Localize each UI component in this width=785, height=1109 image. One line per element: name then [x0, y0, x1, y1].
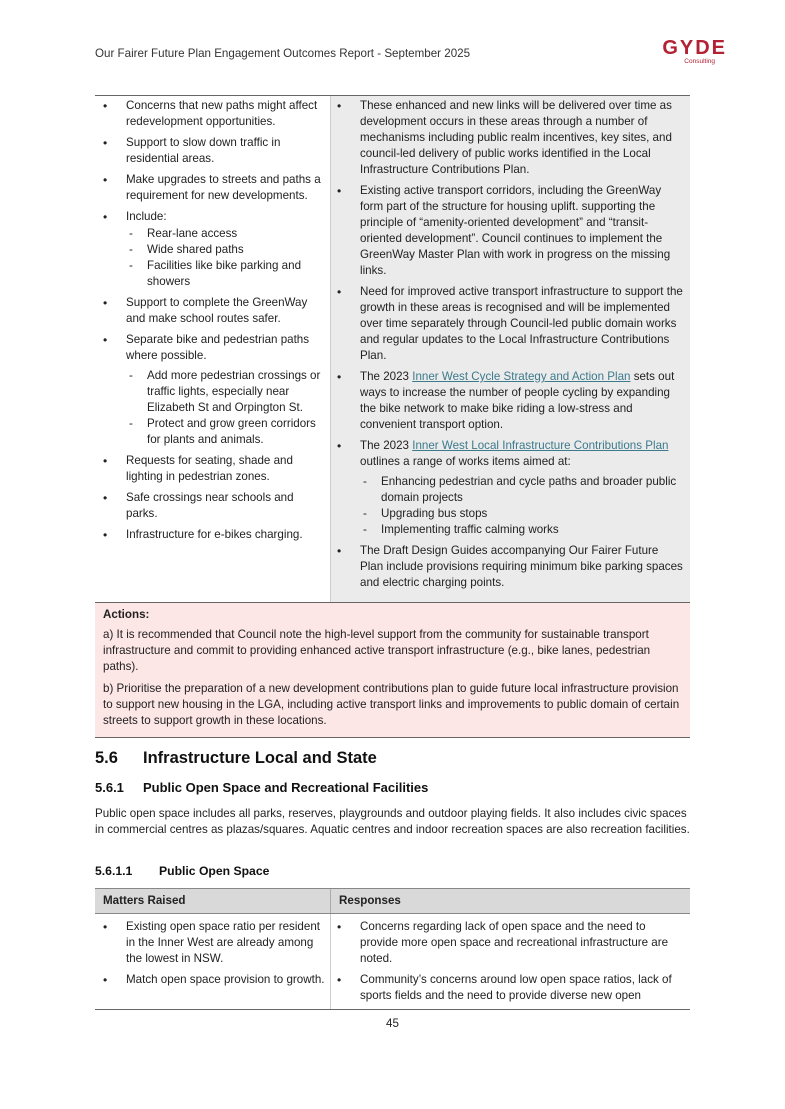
logo-subtitle: Consulting	[684, 58, 715, 65]
section-heading	[95, 750, 377, 766]
responses-column	[330, 914, 690, 1009]
table-header	[95, 888, 690, 914]
actions-box	[95, 602, 690, 738]
sub-item: - Upgrading bus stops	[360, 506, 684, 522]
sub-item: - Implementing traffic calming works	[360, 522, 684, 538]
list-item: • Need for improved active transport infrastructure to support the growth in these areas is recognised and will be implemented over time separately through Council-led public domain works and regular updates to the Local Infrastructure Contributions Plan.	[337, 284, 684, 364]
subsection-title: Public Open Space and Recreational Facilities	[143, 780, 429, 795]
section-title: Infrastructure Local and State	[143, 749, 377, 767]
list-item: • Existing open space ratio per resident in the Inner West are already among the lowest in NSW.	[103, 919, 326, 967]
action-b: b) Prioritise the preparation of a new development contributions plan to guide future local infrastructure provision to support new housing in the LGA, including active transport links and improvements to public domain of certain streets to support growth in these locations.	[103, 682, 680, 727]
sub-item: - Protect and grow green corridors for plants and animals.	[126, 416, 326, 448]
page-number: 45	[386, 1017, 399, 1030]
subsubsection-number: 5.6.1.1	[95, 864, 133, 878]
list-item: • Match open space provision to growth.	[103, 972, 326, 988]
sub-item: - Wide shared paths	[126, 242, 326, 258]
running-header: Our Fairer Future Plan Engagement Outcomes Report - September 2025	[95, 47, 471, 60]
subsection-heading	[95, 780, 428, 796]
include-label: Include:	[126, 210, 167, 223]
list-item: • Support to complete the GreenWay and make school routes safer.	[103, 295, 326, 327]
contributions-plan-link[interactable]: Inner West Local Infrastructure Contributions Plan	[412, 439, 669, 452]
gyde-logo	[637, 38, 727, 66]
list-item: • Existing active transport corridors, including the GreenWay form part of the structure for housing uplift. supporting the principle of “amenity-oriented development” and “transit-oriented development”. Council continues to implement the GreenWay Master Plan with work in progress on the missing links.	[337, 183, 684, 279]
responses-column	[330, 96, 690, 602]
sub-item: - Rear-lane access	[126, 226, 326, 242]
sub-item: - Facilities like bike parking and showers	[126, 258, 326, 290]
list-item: • Support to slow down traffic in residential areas.	[103, 135, 326, 167]
cycle-post: sets out ways to increase the number of people cycling by expanding the bike network to make bike riding a low-stress and convenient transport option.	[360, 370, 675, 431]
list-item: • Community’s concerns around low open space ratios, lack of sports fields and the need to provide diverse new open	[337, 972, 684, 1004]
subsection-number: 5.6.1	[95, 780, 124, 795]
list-item: • Make upgrades to streets and paths a requirement for new developments.	[103, 172, 326, 204]
list-item: • Requests for seating, shade and lighting in pedestrian zones.	[103, 453, 326, 485]
list-item	[103, 209, 326, 290]
section-number: 5.6	[95, 749, 118, 767]
separate-paths-text: Separate bike and pedestrian paths where possible.	[126, 333, 310, 362]
sub-item: - Add more pedestrian crossings or traffic lights, especially near Elizabeth St and Orpington St.	[126, 368, 326, 416]
list-item: • Concerns that new paths might affect redevelopment opportunities.	[103, 98, 326, 130]
subsubsection-heading	[95, 863, 269, 879]
active-transport-table	[95, 95, 690, 738]
matters-raised-column	[95, 914, 330, 1009]
sub-item: - Enhancing pedestrian and cycle paths and broader public domain projects	[360, 474, 684, 506]
list-item: • Concerns regarding lack of open space and the need to provide more open space and recreational infrastructure are noted.	[337, 919, 684, 967]
open-space-table	[95, 888, 690, 1010]
actions-title: Actions:	[103, 608, 150, 621]
open-space-paragraph: Public open space includes all parks, reserves, playgrounds and outdoor playing fields. It also includes civic spaces in commercial centres as plazas/squares. Aquatic centres and indoor recreation spaces are also recreation facilities.	[95, 807, 690, 836]
list-item: • Infrastructure for e-bikes charging.	[103, 527, 326, 543]
logo-wordmark: GYDE	[662, 37, 727, 59]
subsubsection-title: Public Open Space	[159, 864, 270, 878]
header-responses: Responses	[330, 889, 690, 913]
list-item: • Safe crossings near schools and parks.	[103, 490, 326, 522]
action-a: a) It is recommended that Council note the high-level support from the community for sustainable transport infrastructure and commit to providing enhanced active transport infrastructure (e.g., bike lanes, pedestrian paths).	[103, 628, 651, 673]
matters-raised-column	[95, 96, 330, 602]
list-item	[337, 438, 684, 538]
list-item	[103, 332, 326, 448]
header-matters-raised: Matters Raised	[103, 894, 186, 907]
lic-pre: The 2023	[360, 439, 413, 452]
cycle-strategy-link[interactable]: Inner West Cycle Strategy and Action Plan	[412, 370, 631, 383]
list-item: • These enhanced and new links will be delivered over time as development occurs in these areas through a number of mechanisms including public realm incentives, key sites, and council-led delivery of public works identified in the Local Infrastructure Contributions Plan.	[337, 98, 684, 178]
cycle-pre: The 2023	[360, 370, 413, 383]
list-item: • The Draft Design Guides accompanying Our Fairer Future Plan include provisions requiring minimum bike parking spaces and electric charging points.	[337, 543, 684, 591]
lic-post: outlines a range of works items aimed at:	[360, 455, 571, 468]
list-item	[337, 369, 684, 433]
